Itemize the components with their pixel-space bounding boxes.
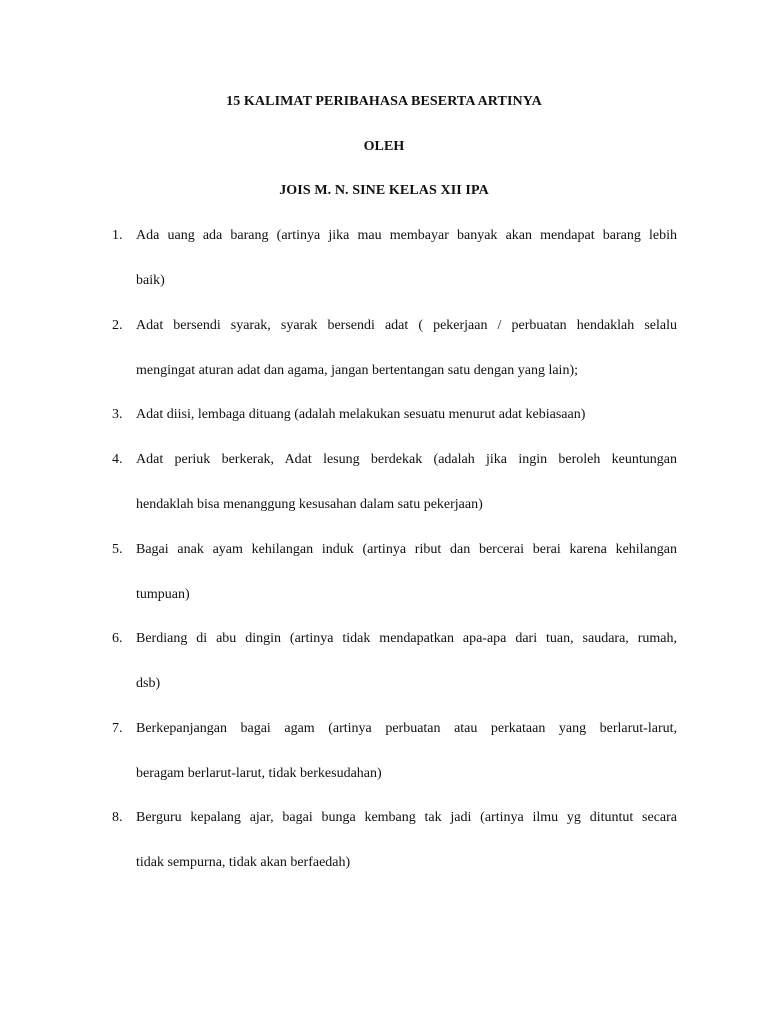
document-author: JOIS M. N. SINE KELAS XII IPA: [279, 183, 489, 198]
list-item-number: 5.: [112, 542, 123, 557]
list-item-line: dsb): [136, 676, 161, 691]
list-item-line: beragam berlarut-larut, tidak berkesudahan): [136, 766, 382, 781]
list-item-number: 2.: [112, 318, 123, 333]
list-item-line: Bagai anak ayam kehilangan induk (artinya ribut dan bercerai berai karena kehilangan: [136, 542, 677, 557]
list-item-line: Adat diisi, lembaga dituang (adalah melakukan sesuatu menurut adat kebiasaan): [136, 407, 586, 422]
list-item-number: 7.: [112, 721, 123, 736]
list-item-line: Berguru kepalang ajar, bagai bunga kembang tak jadi (artinya ilmu yg dituntut secara: [136, 810, 677, 825]
list-item-line: tumpuan): [136, 587, 190, 602]
list-item-line: Berdiang di abu dingin (artinya tidak mendapatkan apa-apa dari tuan, saudara, rumah,: [136, 631, 677, 646]
list-item-number: 3.: [112, 407, 123, 422]
list-item-line: tidak sempurna, tidak akan berfaedah): [136, 855, 351, 870]
list-item-line: baik): [136, 273, 165, 288]
document-title: 15 KALIMAT PERIBAHASA BESERTA ARTINYA: [226, 94, 542, 109]
document-byline: OLEH: [363, 139, 405, 154]
list-item-line: Adat periuk berkerak, Adat lesung berdekak (adalah jika ingin beroleh keuntungan: [136, 452, 677, 467]
list-item-line: Berkepanjangan bagai agam (artinya perbuatan atau perkataan yang berlarut-larut,: [136, 721, 677, 736]
list-item-number: 8.: [112, 810, 123, 825]
list-item-line: hendaklah bisa menanggung kesusahan dalam satu pekerjaan): [136, 497, 483, 512]
list-item-line: mengingat aturan adat dan agama, jangan bertentangan satu dengan yang lain);: [136, 363, 578, 378]
list-item-number: 1.: [112, 228, 123, 243]
list-item-number: 6.: [112, 631, 123, 646]
list-item-line: Ada uang ada barang (artinya jika mau membayar banyak akan mendapat barang lebih: [136, 228, 677, 243]
list-item-line: Adat bersendi syarak, syarak bersendi adat ( pekerjaan / perbuatan hendaklah selalu: [136, 318, 677, 333]
list-item-number: 4.: [112, 452, 123, 467]
